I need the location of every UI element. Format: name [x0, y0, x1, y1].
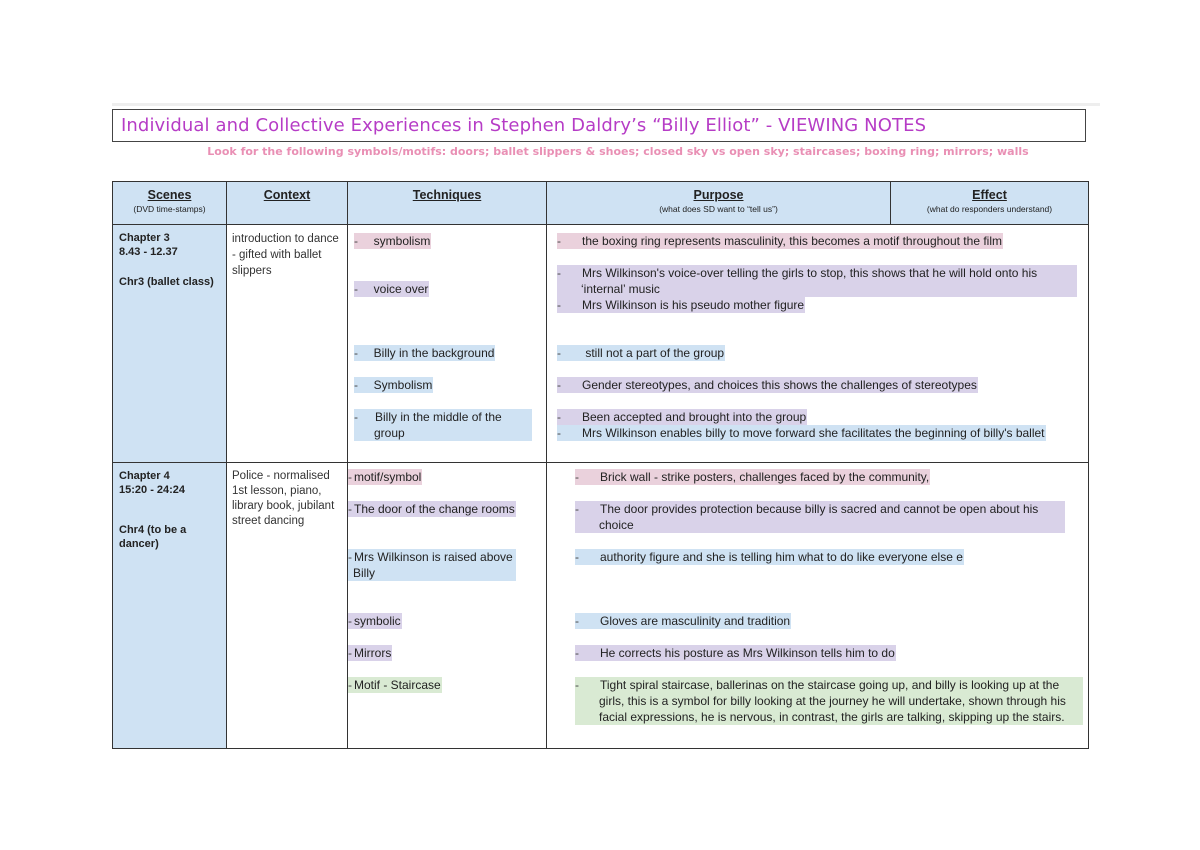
technique-item: - Symbolism — [354, 378, 433, 392]
table-row — [113, 225, 1089, 463]
scene-label: Chr3 (ballet class) — [119, 276, 214, 288]
purpose-item: - The door provides protection because billy is sacred and cannot be open about his choice — [575, 501, 1065, 533]
purpose-item: - Mrs Wilkinson enables billy to move forward she facilitates the beginning of billy's ballet — [557, 426, 1045, 440]
purpose-item: - Been accepted and brought into the group — [557, 410, 807, 424]
header-purpose: Purpose (what does SD want to “tell us”) — [547, 182, 891, 225]
header-scenes: Scenes (DVD time-stamps) — [113, 182, 227, 225]
purpose-effect-cell — [547, 225, 1089, 463]
scene-chapter: Chapter 4 — [119, 470, 170, 482]
technique-item: - symbolism — [354, 234, 431, 248]
purpose-effect-cell — [547, 463, 1089, 749]
scene-cell — [113, 463, 227, 749]
header-techniques: Techniques — [348, 182, 547, 225]
technique-item: - Motif - Staircase — [348, 678, 441, 692]
scene-label: Chr4 (to be a dancer) — [119, 524, 187, 550]
header-effect: Effect (what do responders understand) — [891, 182, 1089, 225]
purpose-item: - the boxing ring represents masculinity, this becomes a motif throughout the film — [557, 234, 1002, 248]
purpose-item: - authority figure and she is telling him what to do like everyone else e — [575, 550, 963, 564]
purpose-item: - Gloves are masculinity and tradition — [575, 614, 791, 628]
technique-item: - voice over — [354, 282, 429, 296]
scene-chapter: Chapter 3 — [119, 232, 170, 244]
technique-item: - The door of the change rooms — [348, 502, 515, 516]
context-cell: introduction to dance - gifted with ballet slippers — [227, 225, 348, 463]
scene-cell — [113, 225, 227, 463]
viewing-notes-table — [112, 181, 1089, 749]
context-cell: Police - normalised 1st lesson, piano, library book, jubilant street dancing — [227, 463, 348, 749]
purpose-item: - still not a part of the group — [557, 346, 725, 360]
techniques-cell — [348, 463, 547, 749]
page-top-rule — [112, 103, 1100, 106]
header-row — [113, 182, 1089, 225]
table-row — [113, 463, 1089, 749]
scene-timestamp: 15:20 - 24:24 — [119, 484, 186, 496]
document-subtitle: Look for the following symbols/motifs: doors; ballet slippers & shoes; closed sky vs open sky; staircases; boxing ring; mirrors; walls — [207, 145, 1029, 158]
scene-timestamp: 8.43 - 12.37 — [119, 246, 178, 258]
purpose-item: - Brick wall - strike posters, challenges faced by the community, — [575, 470, 930, 484]
purpose-item: - He corrects his posture as Mrs Wilkinson tells him to do — [575, 646, 895, 660]
header-context: Context — [227, 182, 348, 225]
document-title: Individual and Collective Experiences in Stephen Daldry’s “Billy Elliot” - VIEWING NOTES — [112, 109, 1086, 142]
purpose-item: - Mrs Wilkinson's voice-over telling the girls to stop, this shows that he will hold onto his ‘internal’ music — [557, 265, 1077, 297]
technique-item: - Billy in the background — [354, 346, 495, 360]
technique-item: - Billy in the middle of the group — [354, 409, 532, 441]
purpose-item: - Tight spiral staircase, ballerinas on the staircase going up, and billy is looking up at the girls, this is a symbol for billy looking at the journey he will undertake, shown through his facial expressions, he is nervous, in contrast, the girls are talking, skipping up the stairs. — [575, 677, 1083, 725]
technique-item: - Mirrors — [348, 646, 392, 660]
technique-item: - Mrs Wilkinson is raised above Billy — [348, 549, 516, 581]
purpose-item: - Gender stereotypes, and choices this shows the challenges of stereotypes — [557, 378, 977, 392]
technique-item: - symbolic — [348, 614, 401, 628]
technique-item: - motif/symbol — [348, 470, 422, 484]
techniques-cell — [348, 225, 547, 463]
purpose-item: - Mrs Wilkinson is his pseudo mother figure — [557, 298, 805, 312]
